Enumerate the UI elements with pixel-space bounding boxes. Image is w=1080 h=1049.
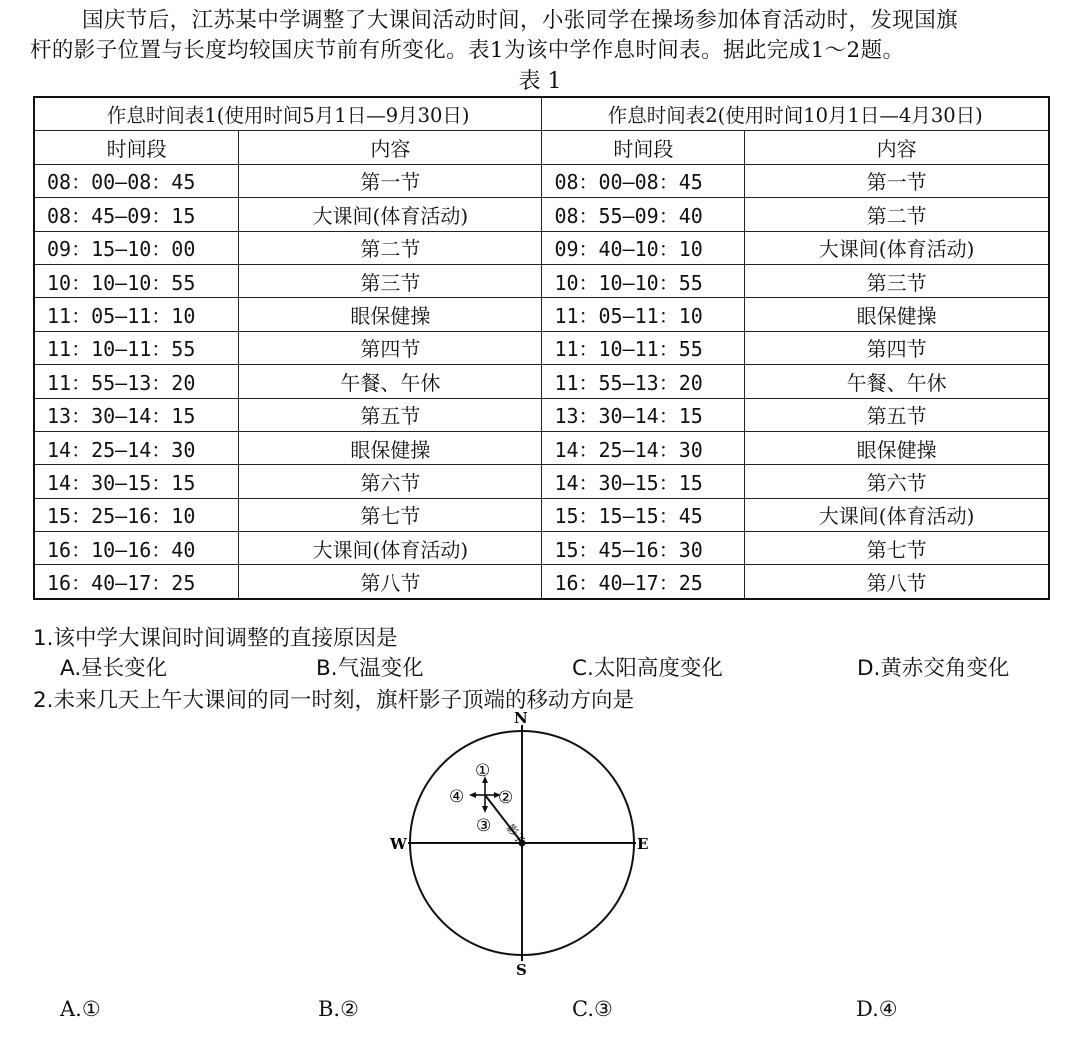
intro-line-1: 国庆节后，江苏某中学调整了大课间活动时间，小张同学在操场参加体育活动时，发现国旗 (82, 8, 959, 33)
content-cell-left: 大课间(体育活动) (239, 532, 542, 565)
content-cell-left: 眼保健操 (239, 298, 542, 331)
time-cell-left: 13：30—14：15 (34, 398, 239, 431)
content-cell-right: 第七节 (745, 532, 1049, 565)
time-cell-left: 14：30—15：15 (34, 465, 239, 498)
content-cell-left: 第五节 (239, 398, 542, 431)
q2-option-a: A.① (60, 997, 101, 1021)
q1-option-b: B.气温变化 (316, 656, 424, 681)
arrow-4-west-icon (469, 792, 476, 798)
table-title-row (34, 97, 1049, 131)
time-cell-left: 08：00—08：45 (34, 164, 239, 197)
content-cell-left: 午餐、午休 (239, 365, 542, 398)
intro-paragraph (30, 6, 1060, 66)
shadow-direction-diagram (380, 705, 670, 980)
col-header-time: 时间段 (542, 131, 745, 164)
north-label: N (514, 709, 528, 727)
table-row (34, 431, 1049, 464)
content-cell-right: 第四节 (745, 331, 1049, 364)
content-cell-left: 第七节 (239, 498, 542, 531)
time-cell-right: 09：40—10：10 (542, 231, 745, 264)
east-label: E (637, 835, 649, 853)
time-cell-right: 10：10—10：55 (542, 264, 745, 297)
content-cell-right: 午餐、午休 (745, 365, 1049, 398)
west-label: W (390, 835, 407, 853)
content-cell-right: 第六节 (745, 465, 1049, 498)
content-cell-right: 眼保健操 (745, 298, 1049, 331)
time-cell-left: 11：55—13：20 (34, 365, 239, 398)
q2-option-c: C.③ (572, 997, 613, 1021)
content-cell-right: 大课间(体育活动) (745, 498, 1049, 531)
time-cell-right: 08：00—08：45 (542, 164, 745, 197)
content-cell-left: 第六节 (239, 465, 542, 498)
table-row (34, 465, 1049, 498)
south-label: S (516, 961, 527, 979)
content-cell-left: 第四节 (239, 331, 542, 364)
time-cell-right: 11：55—13：20 (542, 365, 745, 398)
table-row (34, 565, 1049, 599)
q1-option-d: D.黄赤交角变化 (857, 656, 1010, 681)
time-cell-right: 11：05—11：10 (542, 298, 745, 331)
time-cell-right: 15：15—15：45 (542, 498, 745, 531)
time-cell-left: 16：10—16：40 (34, 532, 239, 565)
arrow-2-label: ② (498, 788, 514, 808)
time-cell-right: 11：10—11：55 (542, 331, 745, 364)
content-cell-right: 大课间(体育活动) (745, 231, 1049, 264)
time-cell-left: 09：15—10：00 (34, 231, 239, 264)
content-cell-left: 第八节 (239, 565, 542, 599)
time-cell-left: 08：45—09：15 (34, 198, 239, 231)
shadow-label: 影子 (503, 821, 528, 848)
table-row (34, 365, 1049, 398)
table-row (34, 198, 1049, 231)
q2-option-b: B.② (318, 997, 359, 1021)
time-cell-right: 14：25—14：30 (542, 431, 745, 464)
content-cell-left: 第二节 (239, 231, 542, 264)
arrow-3-south-icon (482, 806, 488, 813)
left-table-title: 作息时间表1(使用时间5月1日—9月30日) (34, 97, 542, 131)
time-cell-right: 15：45—16：30 (542, 532, 745, 565)
schedule-table (33, 96, 1050, 600)
q1-option-a: A.昼长变化 (60, 656, 168, 681)
time-cell-left: 10：10—10：55 (34, 264, 239, 297)
content-cell-right: 第一节 (745, 164, 1049, 197)
q1-option-c: C.太阳高度变化 (572, 656, 723, 681)
question-2-stem: 2.未来几天上午大课间的同一时刻，旗杆影子顶端的移动方向是 (33, 688, 635, 713)
table-row (34, 498, 1049, 531)
table-row (34, 398, 1049, 431)
time-cell-right: 08：55—09：40 (542, 198, 745, 231)
time-cell-right: 13：30—14：15 (542, 398, 745, 431)
schedule-table-body (34, 164, 1049, 599)
col-header-content: 内容 (745, 131, 1049, 164)
time-cell-left: 15：25—16：10 (34, 498, 239, 531)
time-cell-left: 16：40—17：25 (34, 565, 239, 599)
content-cell-right: 眼保健操 (745, 431, 1049, 464)
col-header-time: 时间段 (34, 131, 239, 164)
table-row (34, 231, 1049, 264)
column-header-row (34, 131, 1049, 164)
time-cell-left: 11：05—11：10 (34, 298, 239, 331)
col-header-content: 内容 (239, 131, 542, 164)
table-row (34, 532, 1049, 565)
content-cell-left: 眼保健操 (239, 431, 542, 464)
time-cell-right: 14：30—15：15 (542, 465, 745, 498)
content-cell-left: 第三节 (239, 264, 542, 297)
content-cell-right: 第八节 (745, 565, 1049, 599)
content-cell-right: 第五节 (745, 398, 1049, 431)
time-cell-right: 16：40—17：25 (542, 565, 745, 599)
arrow-1-label: ① (475, 761, 491, 781)
intro-line-2: 杆的影子位置与长度均较国庆节前有所变化。表1为该中学作息时间表。据此完成1～2题。 (30, 38, 905, 63)
arrow-4-label: ④ (449, 787, 465, 807)
table-row (34, 298, 1049, 331)
time-cell-left: 11：10—11：55 (34, 331, 239, 364)
table-row (34, 331, 1049, 364)
right-table-title: 作息时间表2(使用时间10月1日—4月30日) (542, 97, 1049, 131)
content-cell-right: 第三节 (745, 264, 1049, 297)
content-cell-left: 大课间(体育活动) (239, 198, 542, 231)
time-cell-left: 14：25—14：30 (34, 431, 239, 464)
q2-option-d: D.④ (856, 997, 898, 1021)
table-caption: 表 1 (518, 69, 562, 94)
arrow-3-label: ③ (476, 816, 492, 836)
question-1-stem: 1.该中学大课间时间调整的直接原因是 (33, 626, 398, 651)
table-row (34, 164, 1049, 197)
content-cell-left: 第一节 (239, 164, 542, 197)
content-cell-right: 第二节 (745, 198, 1049, 231)
table-row (34, 264, 1049, 297)
